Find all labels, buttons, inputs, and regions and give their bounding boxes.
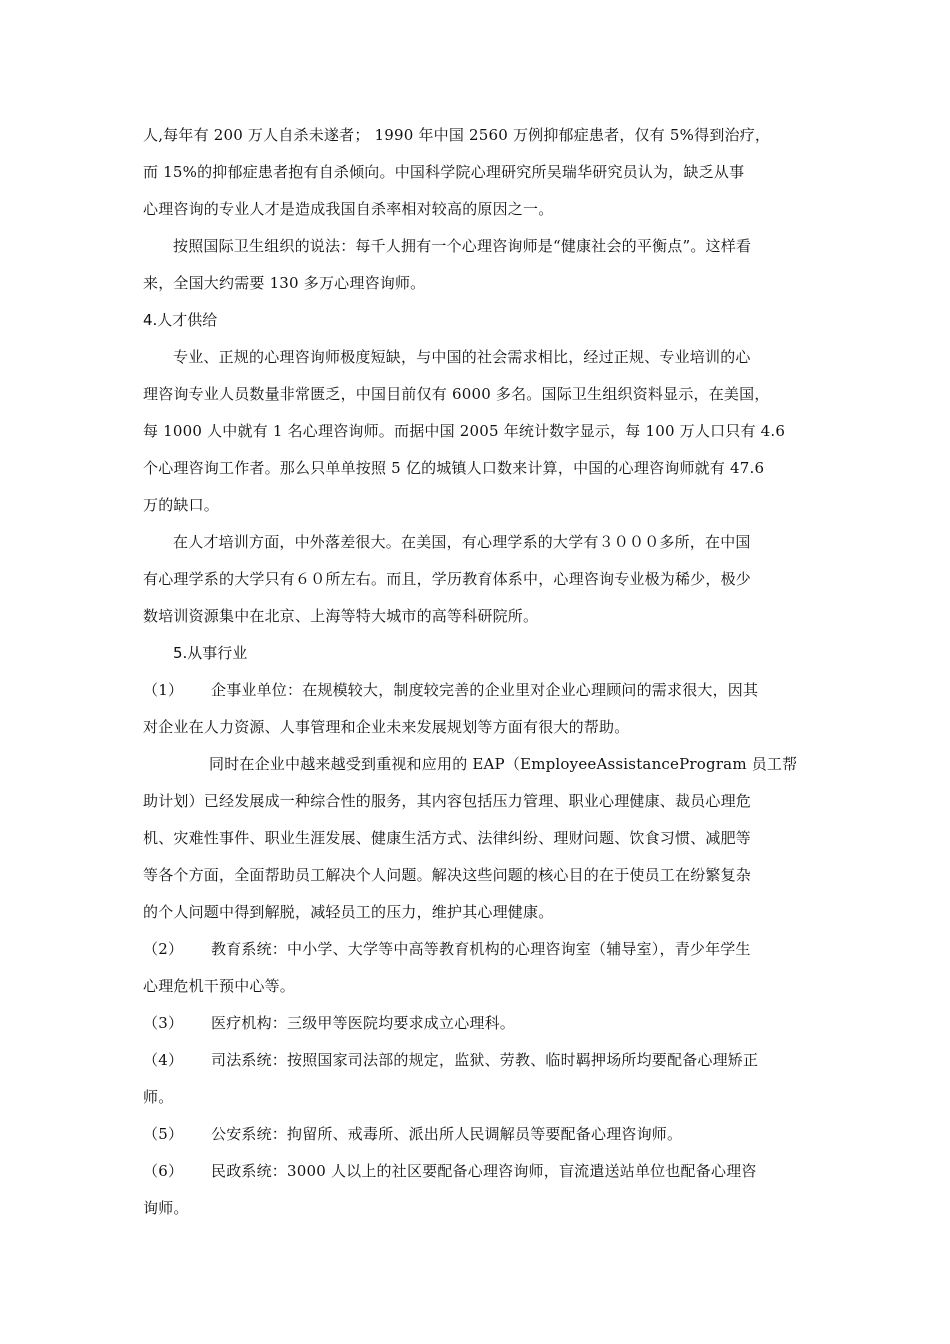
section-heading-industries: 5.从事行业 (173, 644, 248, 662)
text-line: 的个人问题中得到解脱，减轻员工的压力，维护其心理健康。 (143, 903, 554, 921)
list-item-line (143, 1005, 807, 1042)
list-item-line (143, 1153, 807, 1190)
text-line: 在人才培训方面，中外落差很大。在美国，有心理学系的大学有３０００多所，在中国 (173, 533, 751, 551)
list-number: （4） (143, 1051, 184, 1069)
text-line: 师。 (143, 1088, 174, 1106)
text-line: 人,每年有 200 万人自杀未遂者； 1990 年中国 2560 万例抑郁症患者，仅有 5%得到治疗， (143, 126, 771, 144)
list-item-medical (143, 1005, 807, 1042)
section-heading-talent-supply: 4.人才供给 (143, 311, 218, 329)
paragraph-suicide-stats (143, 117, 807, 228)
text-line: 同时在企业中越来越受到重视和应用的 EAP（EmployeeAssistanceProgram 员工帮 (209, 755, 798, 773)
list-item-line (143, 672, 807, 709)
list-number: （1） (143, 681, 184, 699)
text-line: 理咨询专业人员数量非常匮乏，中国目前仅有 6000 多名。国际卫生组织资料显示，在美国， (143, 385, 770, 403)
text-line: 专业、正规的心理咨询师极度短缺，与中国的社会需求相比，经过正规、专业培训的心 (173, 348, 751, 366)
text-line: 对企业在人力资源、人事管理和企业未来发展规划等方面有很大的帮助。 (143, 718, 630, 736)
list-item-enterprise (143, 672, 807, 746)
list-item-line (143, 931, 807, 968)
list-item-line (143, 1042, 807, 1079)
list-text: 企事业单位：在规模较大，制度较完善的企业里对企业心理顾问的需求很大，因其 (211, 681, 759, 699)
text-line: 有心理学系的大学只有６０所左右。而且，学历教育体系中，心理咨询专业极为稀少，极少 (143, 570, 752, 588)
text-line: 机、灾难性事件、职业生涯发展、健康生活方式、法律纠纷、理财问题、饮食习惯、减肥等 (143, 829, 752, 847)
text-line: 心理危机干预中心等。 (143, 977, 296, 995)
text-line: 个心理咨询工作者。那么只单单按照 5 亿的城镇人口数来计算，中国的心理咨询师就有 47.6 (143, 459, 765, 477)
text-line: 每 1000 人中就有 1 名心理咨询师。而据中国 2005 年统计数字显示，每 100 万人口只有 4.6 (143, 422, 786, 440)
list-item-line (143, 1116, 807, 1153)
list-text: 司法系统：按照国家司法部的规定，监狱、劳教、临时羁押场所均要配备心理矫正 (211, 1051, 759, 1069)
paragraph-who-ratio (143, 228, 807, 302)
text-line: 心理咨询的专业人才是造成我国自杀率相对较高的原因之一。 (143, 200, 554, 218)
list-number: （3） (143, 1014, 184, 1032)
text-line: 等各个方面，全面帮助员工解决个人问题。解决这些问题的核心目的在于使员工在纷繁复杂 (143, 866, 752, 884)
list-item-civil-affairs (143, 1153, 807, 1227)
text-line: 助计划）已经发展成一种综合性的服务，其内容包括压力管理、职业心理健康、裁员心理危 (143, 792, 752, 810)
list-text: 教育系统：中小学、大学等中高等教育机构的心理咨询室（辅导室），青少年学生 (211, 940, 751, 958)
list-number: （6） (143, 1162, 184, 1180)
list-item-public-security (143, 1116, 807, 1153)
text-line: 万的缺口。 (143, 496, 220, 514)
list-text: 公安系统：拘留所、戒毒所、派出所人民调解员等要配备心理咨询师。 (211, 1125, 683, 1143)
list-text: 医疗机构：三级甲等医院均要求成立心理科。 (211, 1014, 516, 1032)
text-line: 而 15%的抑郁症患者抱有自杀倾向。中国科学院心理研究所吴瑞华研究员认为，缺乏从事 (143, 163, 745, 181)
text-line: 按照国际卫生组织的说法：每千人拥有一个心理咨询师是“健康社会的平衡点”。这样看 (173, 237, 752, 255)
list-text: 民政系统：3000 人以上的社区要配备心理咨询师，盲流遣送站单位也配备心理咨 (211, 1162, 757, 1180)
text-line: 询师。 (143, 1199, 189, 1217)
list-item-education (143, 931, 807, 1005)
list-number: （2） (143, 940, 184, 958)
text-line: 来，全国大约需要 130 多万心理咨询师。 (143, 274, 426, 292)
paragraph-training-gap (143, 524, 807, 635)
list-number: （5） (143, 1125, 184, 1143)
list-item-judicial (143, 1042, 807, 1116)
text-line: 数培训资源集中在北京、上海等特大城市的高等科研院所。 (143, 607, 539, 625)
paragraph-eap (143, 746, 807, 931)
document-page (143, 117, 807, 1227)
paragraph-talent-shortage (143, 339, 807, 524)
